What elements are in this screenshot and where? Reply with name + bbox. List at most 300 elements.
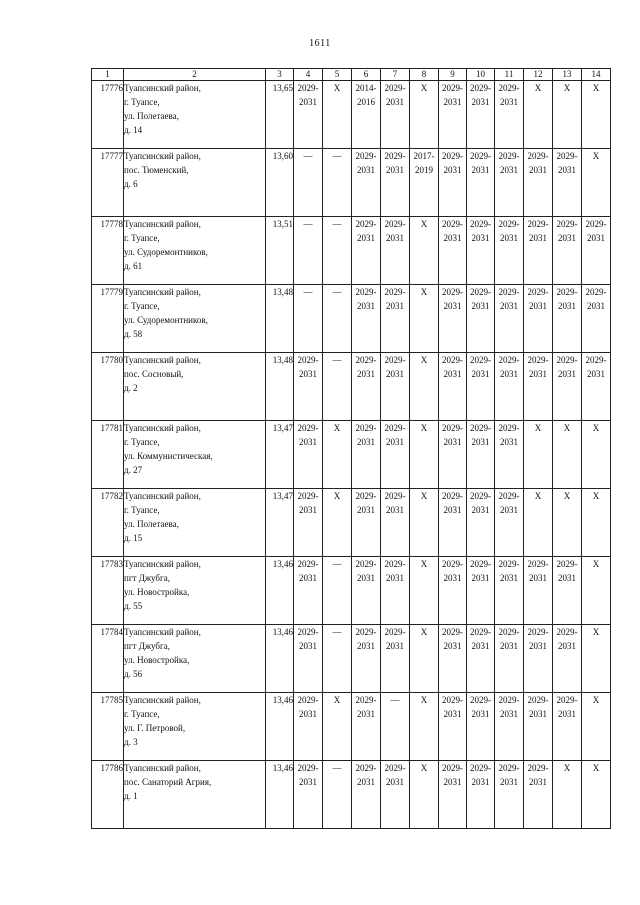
period-line: 2031 — [500, 573, 518, 583]
period-cell — [294, 693, 323, 761]
address-line: д. 15 — [124, 533, 143, 543]
table-row — [92, 81, 611, 149]
period-cell — [410, 693, 439, 761]
period-line: 2031 — [529, 233, 547, 243]
period-line: 2031 — [500, 709, 518, 719]
period-line: 2029- — [355, 627, 377, 637]
period-line: 2029- — [585, 355, 607, 365]
period-line: 2031 — [500, 777, 518, 787]
period-line: 2031 — [386, 777, 404, 787]
period-cell — [582, 353, 611, 421]
address-line: ул. Полетаева, — [124, 519, 179, 529]
period-line: 2029- — [442, 287, 463, 297]
period-line: 2031 — [443, 301, 462, 311]
period-cell — [467, 353, 495, 421]
address-line: г. Туапсе, — [124, 709, 160, 719]
period-line: 2031 — [529, 369, 547, 379]
address-line: Туапсинский район, — [124, 559, 201, 569]
period-line: 2029- — [498, 423, 520, 433]
period-line: — — [303, 287, 313, 297]
period-line: 2029- — [355, 355, 377, 365]
period-line: 2029- — [442, 219, 463, 229]
period-line: 2029- — [470, 287, 491, 297]
period-cell — [381, 693, 410, 761]
period-line: 2031 — [558, 165, 576, 175]
period-line: 2029- — [442, 627, 463, 637]
period-line: 2029- — [355, 219, 377, 229]
period-line: 2031 — [357, 437, 375, 447]
period-line: 2031 — [443, 709, 462, 719]
period-cell — [410, 625, 439, 693]
address-line: г. Туапсе, — [124, 233, 160, 243]
column-header: 6 — [352, 69, 381, 81]
table-row — [92, 217, 611, 285]
period-line: 2029- — [297, 491, 319, 501]
period-line: 2029- — [355, 695, 377, 705]
period-line: 2031 — [443, 573, 462, 583]
period-line: X — [592, 151, 600, 161]
column-header: 8 — [410, 69, 439, 81]
period-cell — [381, 149, 410, 217]
period-cell — [524, 421, 553, 489]
period-line: 2031 — [386, 97, 404, 107]
period-line: 2031 — [587, 369, 605, 379]
table-row — [92, 149, 611, 217]
period-line: 2031 — [299, 97, 317, 107]
period-line: 2029- — [527, 287, 549, 297]
period-line: 2031 — [471, 505, 490, 515]
address-line: Туапсинский район, — [124, 83, 201, 93]
period-cell — [439, 557, 467, 625]
period-line: 2029- — [442, 763, 463, 773]
period-line: — — [390, 695, 400, 705]
period-line: 2031 — [558, 573, 576, 583]
column-header: 3 — [266, 69, 294, 81]
period-cell — [381, 285, 410, 353]
period-line: 2031 — [357, 709, 375, 719]
column-header: 14 — [582, 69, 611, 81]
period-cell — [553, 557, 582, 625]
period-line: 2029- — [527, 695, 549, 705]
period-line: 2031 — [299, 709, 317, 719]
value-cell: 13,46 — [266, 761, 294, 829]
period-cell — [410, 557, 439, 625]
address-line: д. 2 — [124, 383, 138, 393]
period-cell — [524, 149, 553, 217]
period-line: X — [420, 491, 428, 501]
period-cell — [495, 625, 524, 693]
period-cell — [467, 489, 495, 557]
column-header: 1 — [92, 69, 124, 81]
period-cell — [294, 489, 323, 557]
record-number: 17777 — [92, 149, 124, 217]
period-line: 2031 — [471, 437, 490, 447]
address-line: г. Туапсе, — [124, 97, 160, 107]
period-line: 2029- — [442, 695, 463, 705]
period-line: 2029- — [498, 219, 520, 229]
table-row — [92, 421, 611, 489]
period-line: 2031 — [500, 505, 518, 515]
address-line: Туапсинский район, — [124, 423, 201, 433]
address-cell — [124, 217, 266, 285]
period-cell — [553, 489, 582, 557]
value-cell: 13,65 — [266, 81, 294, 149]
period-cell — [524, 625, 553, 693]
period-cell — [582, 557, 611, 625]
period-line: 2031 — [443, 233, 462, 243]
period-cell — [352, 81, 381, 149]
period-cell — [467, 761, 495, 829]
period-cell — [323, 217, 352, 285]
period-line: 2029- — [470, 355, 491, 365]
table-row — [92, 625, 611, 693]
period-line: 2031 — [443, 641, 462, 651]
period-line: 2029- — [556, 695, 578, 705]
address-line: Туапсинский район, — [124, 491, 201, 501]
column-header: 12 — [524, 69, 553, 81]
period-cell — [553, 353, 582, 421]
period-line: 2031 — [443, 165, 462, 175]
period-line: 2014- — [355, 83, 377, 93]
period-cell — [439, 353, 467, 421]
value-cell: 13,60 — [266, 149, 294, 217]
period-line: 2029- — [384, 287, 406, 297]
period-line: 2029- — [442, 83, 463, 93]
period-line: 2029- — [556, 219, 578, 229]
period-line: 2031 — [529, 777, 547, 787]
period-cell — [524, 557, 553, 625]
period-cell — [524, 81, 553, 149]
period-cell — [323, 557, 352, 625]
period-line: 2029- — [470, 219, 491, 229]
period-line: 2029- — [527, 151, 549, 161]
period-line: — — [332, 287, 342, 297]
table-body — [92, 81, 611, 829]
period-cell — [410, 81, 439, 149]
address-line: ул. Полетаева, — [124, 111, 179, 121]
period-cell — [352, 693, 381, 761]
period-line: X — [563, 423, 571, 433]
period-line: 2031 — [443, 369, 462, 379]
address-cell — [124, 489, 266, 557]
period-cell — [439, 81, 467, 149]
period-line: 2029- — [384, 423, 406, 433]
address-line: ул. Г. Петровой, — [124, 723, 186, 733]
value-cell: 13,46 — [266, 557, 294, 625]
period-line: 2031 — [357, 233, 375, 243]
period-cell — [582, 761, 611, 829]
column-header: 11 — [495, 69, 524, 81]
period-cell — [352, 353, 381, 421]
period-line: X — [563, 491, 571, 501]
period-line: 2029- — [297, 559, 319, 569]
address-line: ул. Судоремонтников, — [124, 315, 208, 325]
address-line: пгт Джубга, — [124, 641, 170, 651]
period-line: 2031 — [471, 301, 490, 311]
address-line: Туапсинский район, — [124, 151, 201, 161]
period-cell — [323, 353, 352, 421]
period-line: 2031 — [357, 573, 375, 583]
period-cell — [294, 761, 323, 829]
period-line: X — [534, 83, 542, 93]
period-line: — — [332, 219, 342, 229]
value-cell: 13,48 — [266, 285, 294, 353]
period-line: X — [420, 763, 428, 773]
period-cell — [439, 285, 467, 353]
period-cell — [553, 149, 582, 217]
address-line: д. 14 — [124, 125, 143, 135]
period-cell — [381, 761, 410, 829]
period-line: 2031 — [500, 233, 518, 243]
period-line: 2031 — [386, 641, 404, 651]
period-line: 2029- — [297, 83, 319, 93]
period-cell — [439, 761, 467, 829]
column-header: 9 — [439, 69, 467, 81]
record-number: 17785 — [92, 693, 124, 761]
period-cell — [582, 625, 611, 693]
address-line: Туапсинский район, — [124, 763, 201, 773]
value-cell: 13,47 — [266, 421, 294, 489]
period-line: 2031 — [299, 505, 317, 515]
period-line: 2029- — [384, 763, 406, 773]
period-line: 2031 — [471, 369, 490, 379]
period-line: 2029- — [498, 627, 520, 637]
period-line: X — [420, 355, 428, 365]
period-cell — [553, 761, 582, 829]
record-number: 17781 — [92, 421, 124, 489]
period-cell — [294, 625, 323, 693]
page-number: 1611 — [309, 38, 331, 49]
period-cell — [553, 285, 582, 353]
period-line: 2031 — [587, 301, 605, 311]
address-cell — [124, 557, 266, 625]
period-cell — [323, 761, 352, 829]
period-line: 2031 — [443, 777, 462, 787]
period-cell — [467, 625, 495, 693]
address-line: д. 3 — [124, 737, 138, 747]
period-line: 2029- — [470, 83, 491, 93]
period-cell — [467, 81, 495, 149]
period-cell — [467, 285, 495, 353]
period-cell — [582, 81, 611, 149]
period-cell — [495, 353, 524, 421]
period-line: 2029- — [498, 151, 520, 161]
period-cell — [294, 353, 323, 421]
period-cell — [553, 693, 582, 761]
table-row — [92, 285, 611, 353]
record-number: 17780 — [92, 353, 124, 421]
period-line: 2031 — [500, 97, 518, 107]
period-line: — — [303, 219, 313, 229]
address-line: д. 6 — [124, 179, 138, 189]
period-cell — [582, 285, 611, 353]
record-number: 17783 — [92, 557, 124, 625]
period-line: X — [592, 423, 600, 433]
period-line: X — [333, 423, 341, 433]
period-line: 2031 — [386, 369, 404, 379]
period-cell — [352, 761, 381, 829]
address-line: д. 61 — [124, 261, 143, 271]
period-cell — [524, 353, 553, 421]
period-line: 2029- — [297, 763, 319, 773]
address-line: Туапсинский район, — [124, 695, 201, 705]
period-cell — [439, 693, 467, 761]
period-cell — [582, 693, 611, 761]
period-line: 2029- — [498, 763, 520, 773]
period-cell — [294, 217, 323, 285]
value-cell: 13,46 — [266, 625, 294, 693]
column-header: 4 — [294, 69, 323, 81]
period-cell — [495, 217, 524, 285]
period-cell — [439, 489, 467, 557]
column-header: 10 — [467, 69, 495, 81]
period-line: 2031 — [443, 505, 462, 515]
period-line: 2031 — [529, 709, 547, 719]
column-header: 5 — [323, 69, 352, 81]
value-cell: 13,48 — [266, 353, 294, 421]
register-table — [91, 68, 611, 829]
address-line: пос. Тюменский, — [124, 165, 189, 175]
period-line: 2029- — [470, 627, 491, 637]
period-line: X — [592, 763, 600, 773]
period-line: 2031 — [386, 573, 404, 583]
period-line: 2031 — [500, 437, 518, 447]
period-line: X — [420, 287, 428, 297]
period-line: 2029- — [384, 151, 406, 161]
period-line: 2016 — [357, 97, 375, 107]
period-line: X — [333, 83, 341, 93]
period-line: 2029- — [297, 695, 319, 705]
column-header: 13 — [553, 69, 582, 81]
table-row — [92, 353, 611, 421]
period-cell — [582, 149, 611, 217]
period-line: 2031 — [471, 233, 490, 243]
period-line: 2029- — [297, 627, 319, 637]
record-number: 17786 — [92, 761, 124, 829]
period-line: 2031 — [357, 301, 375, 311]
address-line: ул. Судоремонтников, — [124, 247, 208, 257]
period-line: X — [592, 559, 600, 569]
period-line: 2031 — [500, 165, 518, 175]
table-row — [92, 693, 611, 761]
period-line: — — [332, 763, 342, 773]
period-line: 2029- — [470, 763, 491, 773]
address-line: г. Туапсе, — [124, 505, 160, 515]
period-line: 2031 — [587, 233, 605, 243]
address-line: Туапсинский район, — [124, 355, 201, 365]
period-line: 2029- — [355, 287, 377, 297]
period-line: X — [592, 695, 600, 705]
period-line: 2029- — [384, 355, 406, 365]
address-line: ул. Новостройка, — [124, 587, 190, 597]
address-line: д. 56 — [124, 669, 143, 679]
period-line: 2029- — [470, 695, 491, 705]
period-line: 2029- — [556, 355, 578, 365]
period-line: X — [420, 627, 428, 637]
period-cell — [467, 149, 495, 217]
period-line: 2031 — [500, 369, 518, 379]
period-cell — [410, 285, 439, 353]
period-line: X — [563, 83, 571, 93]
period-cell — [410, 353, 439, 421]
period-line: 2029- — [498, 695, 520, 705]
period-cell — [294, 81, 323, 149]
address-line: ул. Новостройка, — [124, 655, 190, 665]
record-number: 17779 — [92, 285, 124, 353]
period-line: 2031 — [386, 233, 404, 243]
period-cell — [323, 693, 352, 761]
address-cell — [124, 421, 266, 489]
period-line: 2029- — [297, 423, 319, 433]
period-line: 2031 — [386, 437, 404, 447]
period-line: 2031 — [558, 233, 576, 243]
period-line: 2031 — [500, 641, 518, 651]
period-line: 2029- — [527, 219, 549, 229]
period-cell — [323, 421, 352, 489]
header-row — [92, 69, 611, 81]
period-cell — [524, 285, 553, 353]
period-cell — [294, 557, 323, 625]
period-line: X — [333, 695, 341, 705]
period-line: — — [332, 151, 342, 161]
period-line: 2029- — [556, 559, 578, 569]
period-line: 2031 — [471, 573, 490, 583]
period-cell — [352, 285, 381, 353]
period-cell — [553, 625, 582, 693]
record-number: 17784 — [92, 625, 124, 693]
period-line: 2029- — [470, 491, 491, 501]
period-line: 2029- — [384, 491, 406, 501]
period-cell — [467, 217, 495, 285]
period-line: 2031 — [558, 641, 576, 651]
period-line: 2029- — [556, 287, 578, 297]
period-line: 2029- — [355, 763, 377, 773]
period-line: 2031 — [471, 777, 490, 787]
period-cell — [410, 149, 439, 217]
period-line: 2029- — [442, 423, 463, 433]
period-line: 2031 — [529, 301, 547, 311]
record-number: 17778 — [92, 217, 124, 285]
table-row — [92, 761, 611, 829]
period-cell — [381, 625, 410, 693]
period-line: 2031 — [299, 437, 317, 447]
period-cell — [381, 217, 410, 285]
period-line: 2029- — [556, 151, 578, 161]
period-cell — [323, 625, 352, 693]
period-cell — [381, 81, 410, 149]
period-cell — [495, 557, 524, 625]
period-line: 2029- — [384, 83, 406, 93]
period-line: 2031 — [443, 437, 462, 447]
period-cell — [410, 217, 439, 285]
period-cell — [323, 81, 352, 149]
address-line: г. Туапсе, — [124, 437, 160, 447]
period-line: 2031 — [558, 301, 576, 311]
column-header: 7 — [381, 69, 410, 81]
period-line: 2031 — [471, 709, 490, 719]
address-cell — [124, 761, 266, 829]
period-cell — [323, 285, 352, 353]
period-cell — [410, 489, 439, 557]
address-line: пгт Джубга, — [124, 573, 170, 583]
period-line: X — [420, 423, 428, 433]
period-line: 2031 — [471, 165, 490, 175]
period-cell — [524, 489, 553, 557]
period-line: 2031 — [386, 505, 404, 515]
address-line: Туапсинский район, — [124, 287, 201, 297]
period-line: 2029- — [297, 355, 319, 365]
period-line: 2029- — [384, 219, 406, 229]
